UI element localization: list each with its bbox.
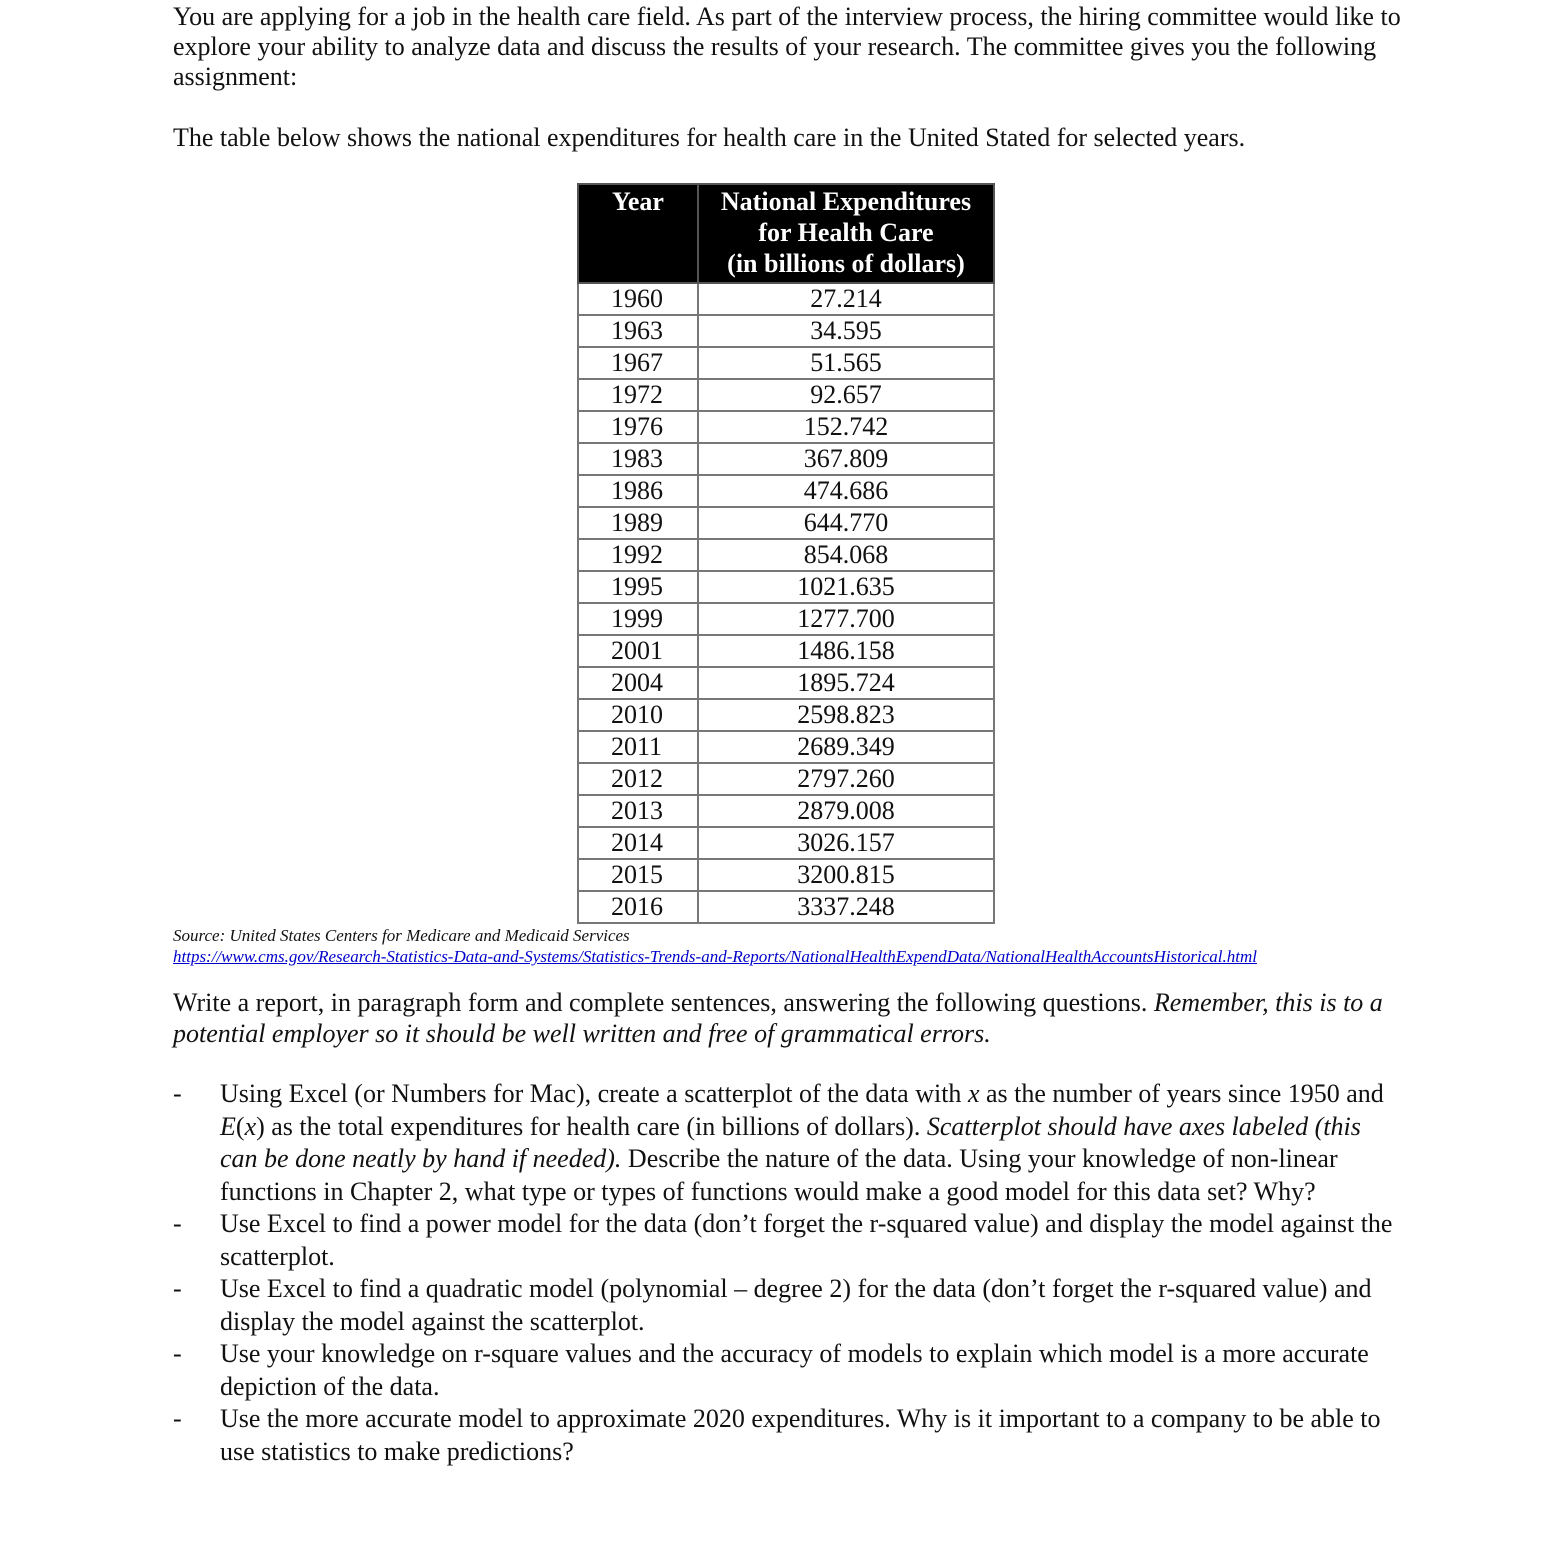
table-row <box>578 859 994 891</box>
table-row <box>578 827 994 859</box>
year-cell: 1992 <box>578 539 698 571</box>
year-cell: 2004 <box>578 667 698 699</box>
table-row <box>578 571 994 603</box>
table-row <box>578 891 994 923</box>
task4-text: Use your knowledge on r-square values and the accuracy of models to explain which model is a more accurate depiction of the data. <box>220 1339 1369 1401</box>
table-header-row <box>578 184 994 283</box>
year-cell: 2011 <box>578 731 698 763</box>
value-cell: 2797.260 <box>698 763 994 795</box>
header-expenditures-line1: National Expenditures <box>720 187 972 216</box>
table-row <box>578 379 994 411</box>
header-expenditures <box>698 184 994 283</box>
value-cell: 92.657 <box>698 379 994 411</box>
list-dash: - <box>173 1404 182 1433</box>
report-emphasis: Remember, this is to a potential employer so it should be well written and free of grammatical errors. <box>173 988 1383 1048</box>
table-row <box>578 475 994 507</box>
value-cell: 3026.157 <box>698 827 994 859</box>
value-cell: 1021.635 <box>698 571 994 603</box>
task-list <box>173 1078 1403 1468</box>
intro-paragraph: You are applying for a job in the health care field. As part of the interview process, the hiring committee would like to explore your ability to analyze data and discuss the results of your research. The committee gives you the following assignment: <box>173 2 1401 91</box>
value-cell: 3337.248 <box>698 891 994 923</box>
year-cell: 1989 <box>578 507 698 539</box>
value-cell: 27.214 <box>698 283 994 315</box>
task1-text-b: as the number of years since 1950 and <box>979 1079 1384 1108</box>
value-cell: 51.565 <box>698 347 994 379</box>
task5-text: Use the more accurate model to approximate 2020 expenditures. Why is it important to a company to be able to use statistics to make predictions? <box>220 1404 1381 1466</box>
table-row <box>578 731 994 763</box>
year-cell: 1999 <box>578 603 698 635</box>
task1-var-x2: x <box>244 1111 257 1141</box>
year-cell: 2010 <box>578 699 698 731</box>
list-item <box>173 1078 1403 1208</box>
table-row <box>578 795 994 827</box>
year-cell: 2015 <box>578 859 698 891</box>
year-cell: 2012 <box>578 763 698 795</box>
table-row <box>578 603 994 635</box>
value-cell: 644.770 <box>698 507 994 539</box>
year-cell: 1976 <box>578 411 698 443</box>
header-expenditures-line3: (in billions of dollars) <box>727 249 965 278</box>
year-cell: 2001 <box>578 635 698 667</box>
table-row <box>578 283 994 315</box>
year-cell: 1960 <box>578 283 698 315</box>
report-text: Write a report, in paragraph form and complete sentences, answering the following questions. <box>173 988 1154 1017</box>
source-link[interactable]: https://www.cms.gov/Research-Statistics-Data-and-Systems/Statistics-Trends-and-Reports/NationalHealthExpendData/NationalHealthAccountsHistorical.html <box>173 947 1257 966</box>
value-cell: 474.686 <box>698 475 994 507</box>
value-cell: 2879.008 <box>698 795 994 827</box>
source-citation <box>173 925 1403 967</box>
task1-text-f: Describe the nature of the data. Using your knowledge of non-linear functions in Chapter 2, what type or types of functions would make a good model for this data set? Why? <box>220 1144 1338 1206</box>
value-cell: 1895.724 <box>698 667 994 699</box>
list-dash: - <box>173 1274 182 1303</box>
table-row <box>578 763 994 795</box>
table-row <box>578 443 994 475</box>
header-expenditures-line2: for Health Care <box>758 218 934 247</box>
task1-italic: Scatterplot should have axes labeled (this can be done neatly by hand if needed). <box>220 1111 1361 1173</box>
table-row <box>578 411 994 443</box>
task1-paren: ( <box>235 1111 245 1141</box>
table-row <box>578 347 994 379</box>
year-cell: 1995 <box>578 571 698 603</box>
value-cell: 854.068 <box>698 539 994 571</box>
list-dash: - <box>173 1079 182 1108</box>
list-item <box>173 1208 1403 1273</box>
task2-text: Use Excel to find a power model for the data (don’t forget the r-squared value) and display the model against the scatterplot. <box>220 1209 1393 1271</box>
year-cell: 1983 <box>578 443 698 475</box>
expenditures-table <box>577 183 995 924</box>
list-item <box>173 1273 1403 1338</box>
list-dash: - <box>173 1209 182 1238</box>
year-cell: 1963 <box>578 315 698 347</box>
value-cell: 1486.158 <box>698 635 994 667</box>
year-cell: 2014 <box>578 827 698 859</box>
list-dash: - <box>173 1339 182 1368</box>
value-cell: 34.595 <box>698 315 994 347</box>
task1-var-e: E <box>220 1111 236 1141</box>
task3-text: Use Excel to find a quadratic model (polynomial – degree 2) for the data (don’t forget the r-squared value) and display the model against the scatterplot. <box>220 1274 1372 1336</box>
year-cell: 2013 <box>578 795 698 827</box>
value-cell: 3200.815 <box>698 859 994 891</box>
task1-var-x: x <box>967 1079 980 1108</box>
value-cell: 1277.700 <box>698 603 994 635</box>
report-instructions <box>173 987 1403 1049</box>
table-row <box>578 667 994 699</box>
list-item <box>173 1403 1403 1468</box>
value-cell: 152.742 <box>698 411 994 443</box>
list-item <box>173 1338 1403 1403</box>
task1-text-d: ) as the total expenditures for health care (in billions of dollars). <box>256 1111 927 1141</box>
header-year: Year <box>578 184 698 283</box>
year-cell: 1972 <box>578 379 698 411</box>
value-cell: 2598.823 <box>698 699 994 731</box>
year-cell: 2016 <box>578 891 698 923</box>
value-cell: 367.809 <box>698 443 994 475</box>
year-cell: 1986 <box>578 475 698 507</box>
task1-text-a: Using Excel (or Numbers for Mac), create a scatterplot of the data with <box>220 1079 968 1108</box>
table-row <box>578 539 994 571</box>
table-row <box>578 507 994 539</box>
year-cell: 1967 <box>578 347 698 379</box>
table-row <box>578 699 994 731</box>
value-cell: 2689.349 <box>698 731 994 763</box>
table-row <box>578 635 994 667</box>
table-lead-sentence: The table below shows the national expenditures for health care in the United Stated for selected years. <box>173 123 1246 152</box>
table-row <box>578 315 994 347</box>
source-label: Source: United States Centers for Medicare and Medicaid Services <box>173 926 630 945</box>
